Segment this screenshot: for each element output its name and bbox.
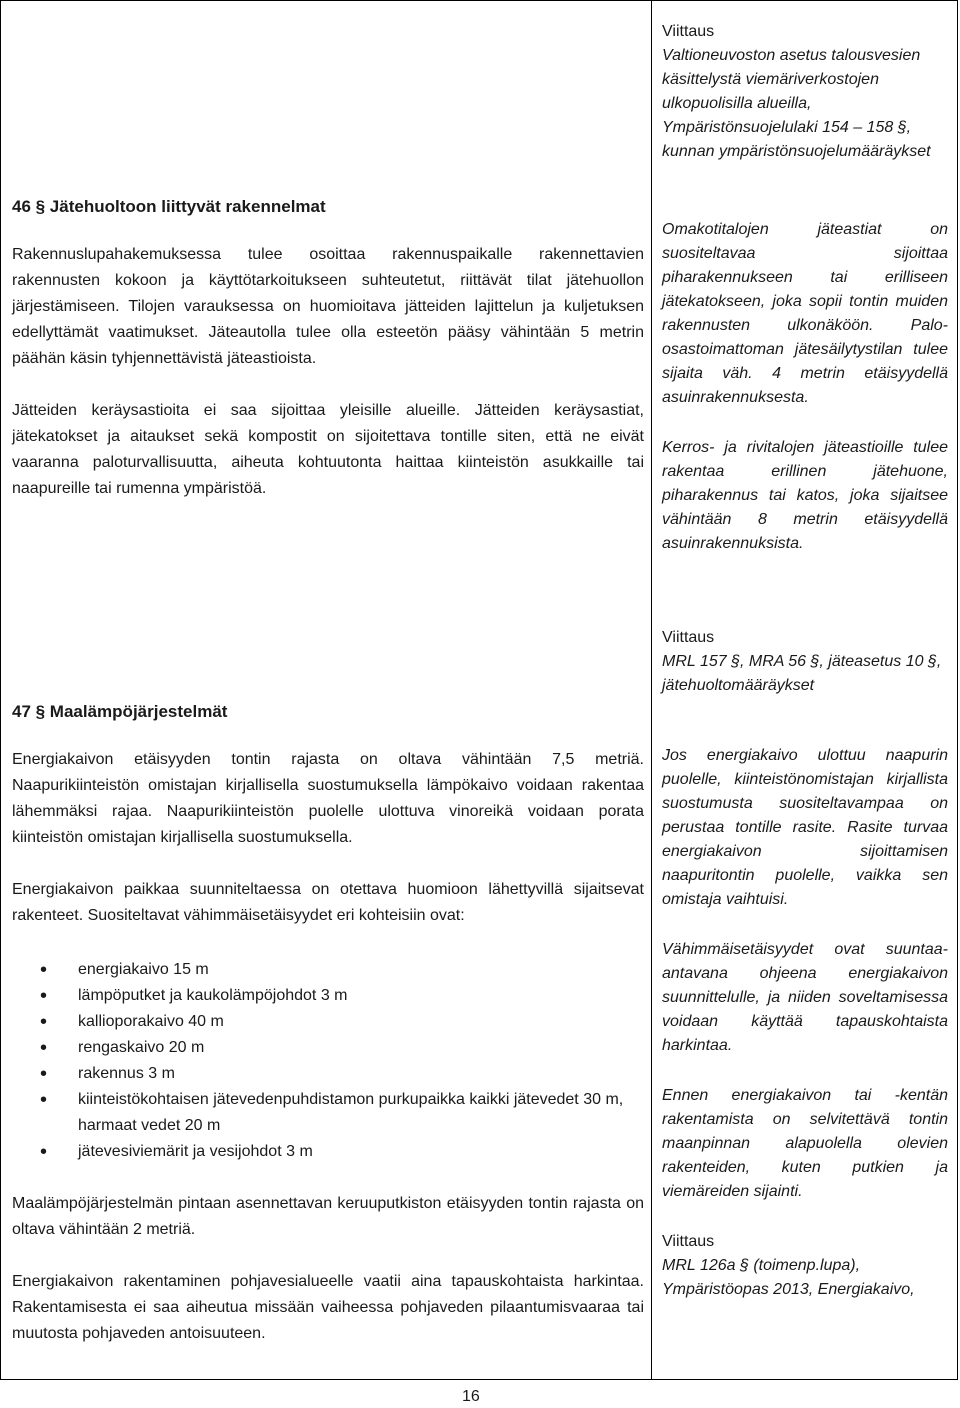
reference-text-2: MRL 126a § (toimenp.lupa), Ympäristöopas 2013, Energiakaivo, bbox=[662, 1257, 915, 1298]
page-number: 16 bbox=[462, 1388, 480, 1405]
section-47-paragraph-3: Maalämpöjärjestelmän pintaan asennettavan keruuputkiston etäisyyden tontin rajasta on oltava vähintään 2 metriä. bbox=[12, 1195, 644, 1238]
list-item: • energiakaivo 15 m bbox=[12, 957, 644, 983]
list-item: • kallioporakaivo 40 m bbox=[12, 1009, 644, 1035]
side-note-geo-3: Ennen energiakaivon tai -kentän rakentamista on selvitettävä tontin maanpinnan alapuolella olevien rakenteiden, kuten putkien ja viemäreiden sijainti. bbox=[662, 1087, 948, 1200]
section-47-paragraph-4: Energiakaivon rakentaminen pohjavesialueelle vaatii aina tapauskohtaista harkintaa. Rakentamisesta ei saa aiheutua missään vaiheessa pohjaveden pilaantumisvaaraa tai muutosta pohjaveden antoisuuteen. bbox=[12, 1273, 644, 1342]
side-notes-47 bbox=[662, 626, 948, 1316]
list-item: • rakennus 3 m bbox=[12, 1061, 644, 1087]
section-46-paragraph-1: Rakennuslupahakemuksessa tulee osoittaa rakennuspaikalle rakennettavien rakennusten kokoon ja käyttötarkoitukseen suhteutetut, riittävät tilat jätehuollon järjestämiseen. Tilojen varauksessa on huomioitava jätteiden lajittelun ja kuljetuksen edellyttämät vaatimukset. Jäteautolla tulee olla esteetön pääsy vähintään 5 metrin päähän käsin tyhjennettävistä jäteastioista. bbox=[12, 246, 644, 367]
distance-list bbox=[12, 957, 644, 1165]
reference-label-2: Viittaus bbox=[662, 1233, 715, 1250]
reference-label: Viittaus bbox=[662, 23, 715, 40]
list-item: • rengaskaivo 20 m bbox=[12, 1035, 644, 1061]
reference-text: MRL 157 §, MRA 56 §, jäteasetus 10 §, jätehuoltomääräykset bbox=[662, 653, 942, 694]
section-46-paragraph-2: Jätteiden keräysastioita ei saa sijoittaa yleisille alueille. Jätteiden keräysastiat, jätekatokset ja aitaukset sekä kompostit on sijoitettava tontille siten, että ne eivät vaaranna paloturvallisuutta, aiheuta kohtuutonta haittaa kiinteistön asukkaille tai naapureille tai rumenna ympäristöä. bbox=[12, 402, 644, 497]
section-47-title: 47 § Maalämpöjärjestelmät bbox=[12, 702, 228, 721]
reference-label: Viittaus bbox=[662, 629, 715, 646]
list-item: • jätevesiviemärit ja vesijohdot 3 m bbox=[12, 1139, 644, 1165]
section-46-title: 46 § Jätehuoltoon liittyvät rakennelmat bbox=[12, 197, 326, 216]
reference-text: Valtioneuvoston asetus talousvesien käsittelystä viemäriverkostojen ulkopuolisilla alueilla, Ympäristönsuojelulaki 154 – 158 §, kunnan ympäristönsuojelumääräykset bbox=[662, 47, 931, 160]
side-note-geo-2: Vähimmäisetäisyydet ovat suuntaa-antavana ohjeena energiakaivon suunnittelulle, ja niiden soveltamisessa voidaan käyttää tapauskohtaista harkintaa. bbox=[662, 941, 948, 1054]
side-notes-46 bbox=[662, 20, 948, 570]
side-note-waste-2: Kerros- ja rivitalojen jäteastioille tulee rakentaa erillinen jätehuone, piharakennus tai katos, joka sijaitsee vähintään 8 metrin etäisyydellä asuinrakennuksista. bbox=[662, 439, 948, 552]
section-47-paragraph-1: Energiakaivon etäisyyden tontin rajasta on oltava vähintään 7,5 metriä. Naapurikiinteistön omistajan kirjallisella suostumuksella lämpökaivo voidaan rakentaa lähemmäksi rajaa. Naapurikiinteistön puolelle ulottuva vinoreikä voidaan porata kiinteistön omistajan kirjallisella suostumuksella. bbox=[12, 751, 644, 846]
section-46 bbox=[12, 194, 644, 516]
section-47-paragraph-2: Energiakaivon paikkaa suunniteltaessa on otettava huomioon lähettyvillä sijaitsevat rakenteet. Suositeltavat vähimmäisetäisyydet eri kohteisiin ovat: bbox=[12, 881, 644, 924]
list-item: • kiinteistökohtaisen jätevedenpuhdistamon purkupaikka kaikki jätevedet 30 m, harmaat vedet 20 m bbox=[12, 1087, 644, 1139]
column-divider bbox=[651, 0, 652, 1380]
list-item: • lämpöputket ja kaukolämpöjohdot 3 m bbox=[12, 983, 644, 1009]
side-note-geo-1: Jos energiakaivo ulottuu naapurin puolelle, kiinteistönomistajan kirjallista suostumusta suositeltavampaa on perustaa tontille rasite. Rasite turvaa energiakaivon sijoittamisen naapuritontin puolelle, vaikka sen omistaja vaihtuisi. bbox=[662, 747, 948, 908]
section-47 bbox=[12, 699, 644, 1361]
side-note-waste-1: Omakotitalojen jäteastiat on suositeltavaa sijoittaa piharakennukseen tai erilliseen jätekatokseen, joka sopii tontin muiden rakennusten ulkonäköön. Palo-osastoimattoman jätesäilytystilan tulee sijaita väh. 4 metrin etäisyydellä asuinrakennuksesta. bbox=[662, 221, 948, 406]
